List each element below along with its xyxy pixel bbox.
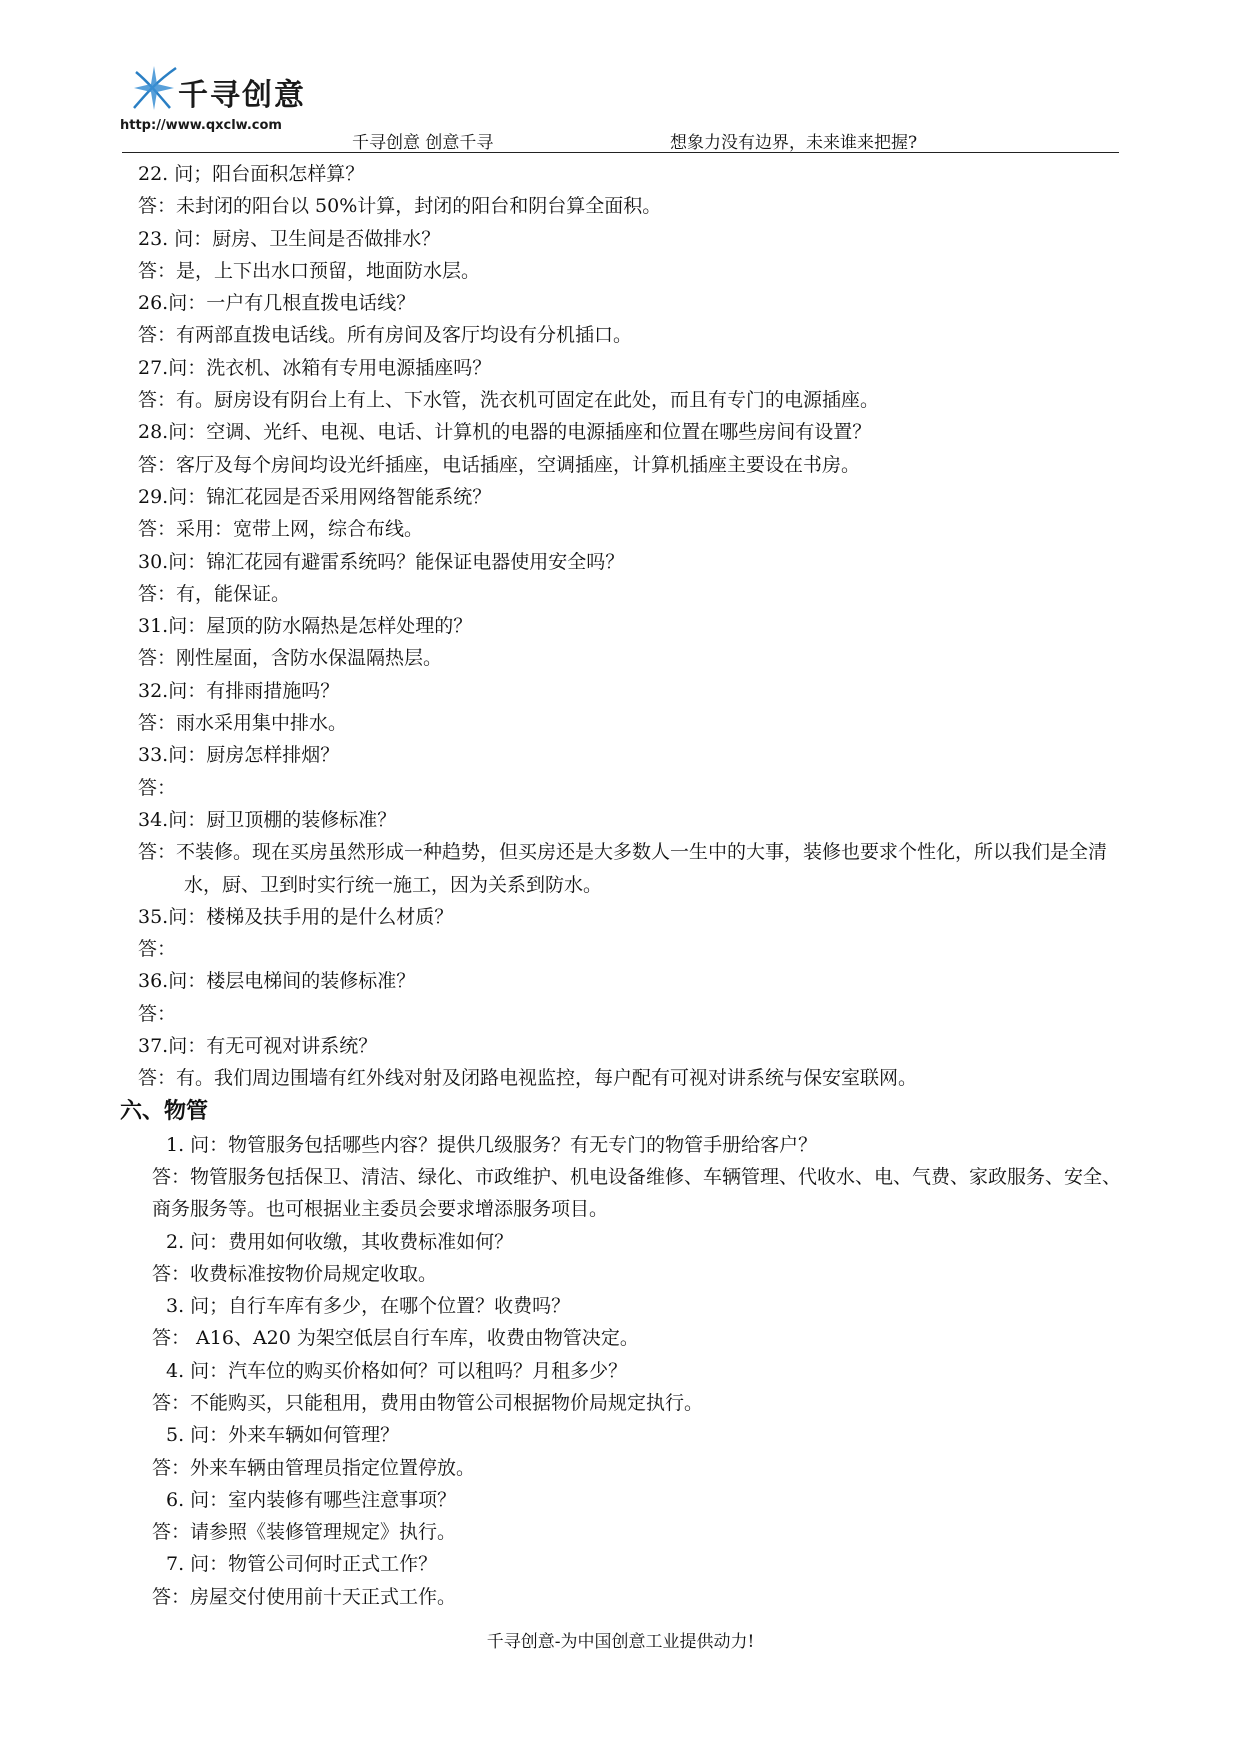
qa-line: 答：是，上下出水口预留，地面防水层。 — [138, 259, 481, 282]
qa-line: 7. 问：物管公司何时正式工作？ — [166, 1553, 438, 1576]
section-title: 六、物管 — [120, 1098, 209, 1124]
qa-line: 答：客厅及每个房间均设光纤插座，电话插座，空调插座，计算机插座主要设在书房。 — [138, 453, 861, 476]
page-footer: 千寻创意-为中国创意工业提供动力! — [486, 1632, 755, 1652]
qa-line: 30.问：锦汇花园有避雷系统吗？能保证电器使用安全吗？ — [138, 550, 625, 573]
qa-line: 答：外来车辆由管理员指定位置停放。 — [152, 1456, 476, 1479]
qa-line: 答： — [138, 776, 177, 799]
header-divider — [122, 152, 1119, 153]
qa-line: 答：不装修。现在买房虽然形成一种趋势，但买房还是大多数人一生中的大事，装修也要求个性化，所以我们是全清水，厨、卫到时实行统一施工，因为关系到防水。 — [138, 841, 1108, 896]
qa-line: 33.问：厨房怎样排烟？ — [138, 744, 340, 767]
qa-line: 35.问：楼梯及扶手用的是什么材质？ — [138, 905, 454, 928]
qa-line: 3. 问；自行车库有多少，在哪个位置？收费吗？ — [166, 1295, 571, 1318]
document-body — [120, 158, 1128, 1613]
qa-line: 26.问：一户有几根直拨电话线？ — [138, 292, 416, 315]
qa-line: 答：采用：宽带上网，综合布线。 — [138, 518, 424, 541]
qa-line: 答：请参照《装修管理规定》执行。 — [152, 1521, 457, 1544]
qa-line: 答：未封闭的阳台以 50%计算，封闭的阳台和阴台算全面积。 — [138, 195, 662, 218]
logo-url[interactable]: http://www.qxclw.com — [120, 118, 282, 133]
qa-line: 4. 问：汽车位的购买价格如何？可以租吗？月租多少？ — [166, 1359, 628, 1382]
logo-name: 千寻创意 — [178, 78, 306, 113]
qa-line: 答：房屋交付使用前十天正式工作。 — [152, 1585, 457, 1608]
qa-line: 29.问：锦汇花园是否采用网络智能系统？ — [138, 485, 492, 508]
qa-line: 6. 问：室内装修有哪些注意事项？ — [166, 1488, 457, 1511]
qa-line: 28.问：空调、光纤、电视、电话、计算机的电器的电源插座和位置在哪些房间有设置？ — [138, 421, 872, 444]
section-6-list — [152, 1129, 1128, 1613]
header-tagline-right: 想象力没有边界，未来谁来把握? — [670, 133, 918, 153]
qa-line: 答：有，能保证。 — [138, 582, 291, 605]
qa-line: 31.问：屋顶的防水隔热是怎样处理的？ — [138, 615, 473, 638]
qa-line: 答： — [138, 1002, 177, 1025]
header-tagline-left: 千寻创意 创意千寻 — [352, 133, 494, 153]
qa-line: 答： A16、A20 为架空低层自行车库，收费由物管决定。 — [152, 1327, 639, 1350]
qa-line: 34.问：厨卫顶棚的装修标准？ — [138, 808, 397, 831]
qa-line: 37.问：有无可视对讲系统？ — [138, 1035, 378, 1058]
qa-line: 答：收费标准按物价局规定收取。 — [152, 1262, 438, 1285]
qa-line: 答：刚性屋面，含防水保温隔热层。 — [138, 647, 443, 670]
qa-line: 答：雨水采用集中排水。 — [138, 712, 348, 735]
qa-line: 22. 问；阳台面积怎样算？ — [138, 163, 365, 185]
qa-line: 答：有。我们周边围墙有红外线对射及闭路电视监控，每户配有可视对讲系统与保安室联网。 — [138, 1067, 918, 1090]
qa-line: 答：有。厨房设有阴台上有上、下水管，洗衣机可固定在此处，而且有专门的电源插座。 — [138, 389, 880, 412]
qa-line: 36.问：楼层电梯间的装修标准？ — [138, 970, 416, 993]
site-logo — [120, 56, 306, 133]
qa-line: 答：物管服务包括保卫、清洁、绿化、市政维护、机电设备维修、车辆管理、代收水、电、气费、家政服务、安全、商务服务等。也可根据业主委员会要求增添服务项目。 — [152, 1165, 1122, 1221]
qa-line: 5. 问：外来车辆如何管理？ — [166, 1424, 400, 1447]
qa-line: 答：有两部直拨电话线。所有房间及客厅均设有分机插口。 — [138, 324, 633, 347]
qa-line: 2. 问：费用如何收缴，其收费标准如何？ — [166, 1230, 514, 1253]
star-swoosh-icon — [130, 64, 180, 112]
qa-line: 答： — [138, 938, 177, 961]
qa-line: 27.问：洗衣机、冰箱有专用电源插座吗？ — [138, 356, 492, 379]
qa-line: 答：不能购买，只能租用，费用由物管公司根据物价局规定执行。 — [152, 1391, 704, 1414]
qa-line: 1. 问：物管服务包括哪些内容？提供几级服务？有无专门的物管手册给客户？ — [166, 1133, 818, 1156]
qa-line: 32.问：有排雨措施吗？ — [138, 679, 340, 702]
qa-line: 23. 问：厨房、卫生间是否做排水？ — [138, 227, 441, 250]
